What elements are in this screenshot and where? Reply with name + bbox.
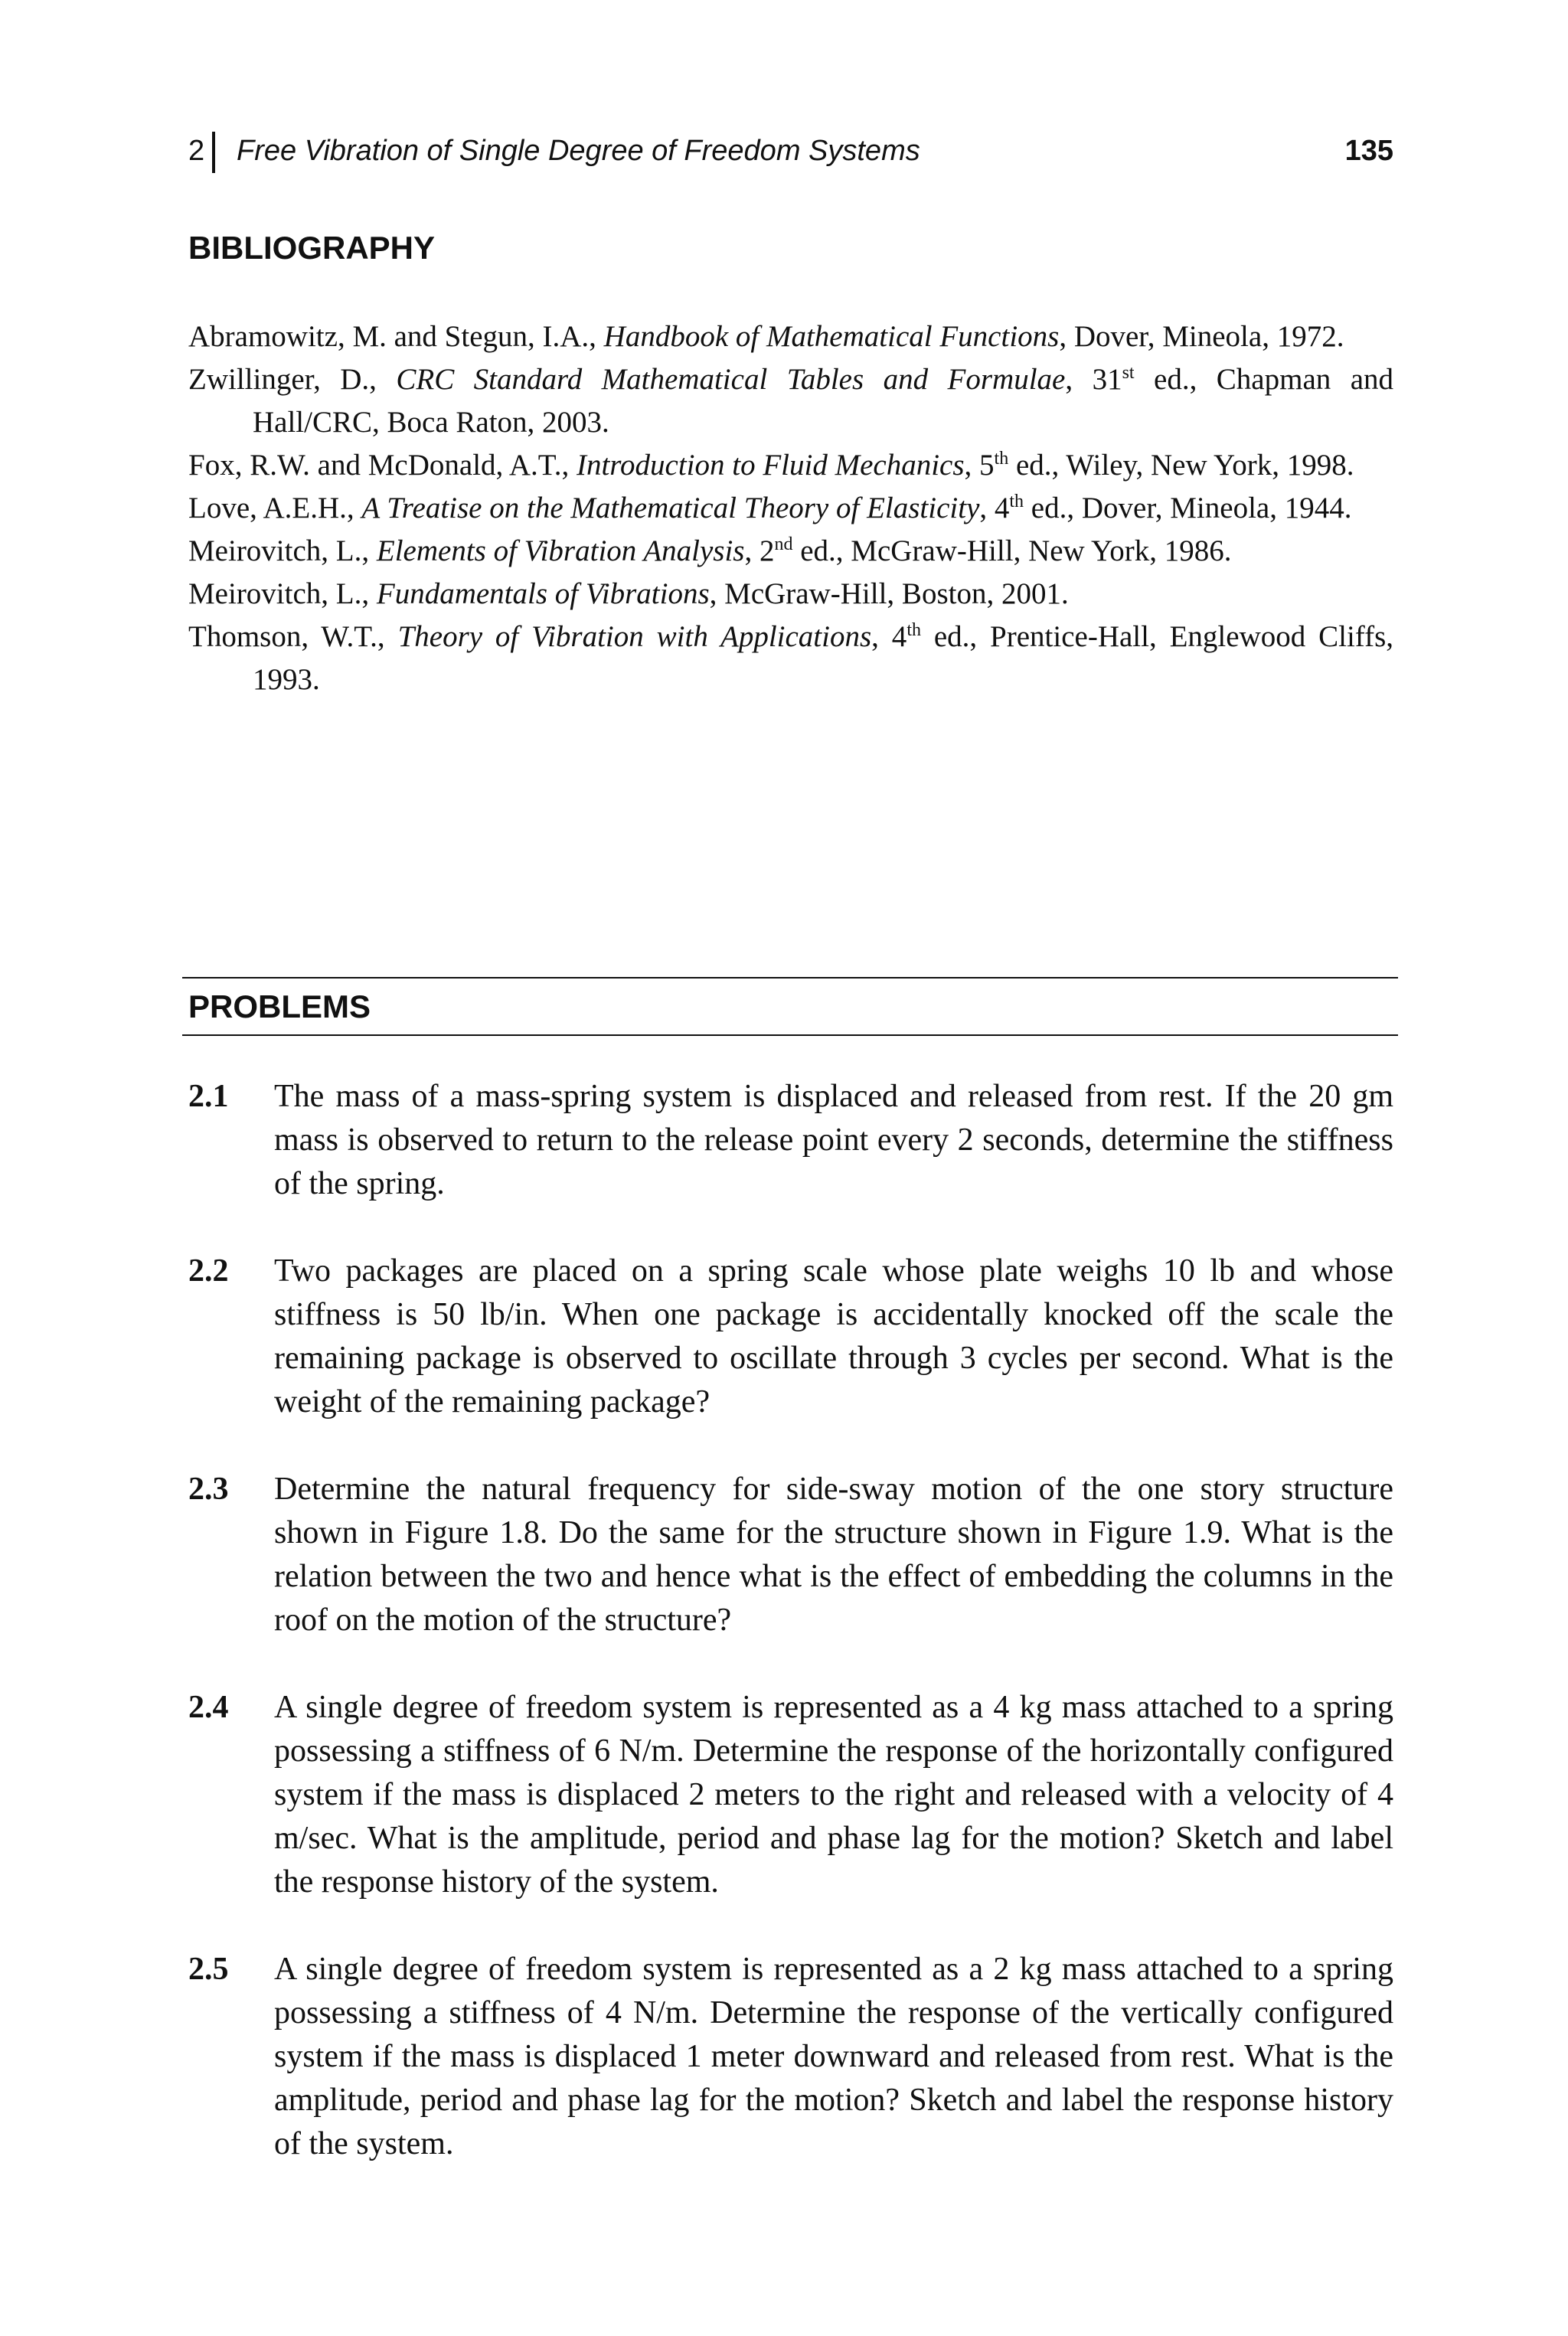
- problems-heading-rule: [182, 977, 1398, 1036]
- entry-edition-suffix: th: [994, 449, 1009, 469]
- entry-title: Elements of Vibration Analysis: [376, 534, 745, 567]
- entry-publisher: ed., McGraw-Hill, New York, 1986.: [792, 534, 1232, 567]
- entry-title: CRC Standard Mathematical Tables and Formulae: [396, 363, 1066, 396]
- bibliography-entry: [188, 530, 1393, 573]
- problem-text: Determine the natural frequency for side-sway motion of the one story structure shown in Figure 1.8. Do the same for the structure shown in Figure 1.9. What is the relation between the two and hence what is the effect of embedding the columns in the roof on the motion of the structure?: [274, 1472, 1393, 1638]
- entry-publisher: ed., Prentice-Hall, Englewood Cliffs, 1993.: [253, 620, 1393, 696]
- problems-list: [188, 1075, 1393, 2210]
- page-number: 135: [1344, 135, 1393, 167]
- entry-authors: Meirovitch, L.,: [188, 534, 377, 567]
- entry-authors: Fox, R.W. and McDonald, A.T.,: [188, 449, 577, 482]
- bibliography-entry: [188, 573, 1393, 616]
- entry-title: Fundamentals of Vibrations: [376, 577, 710, 610]
- bibliography-entry: [188, 616, 1393, 701]
- entry-edition-suffix: th: [906, 620, 921, 640]
- problem-number: 2.1: [188, 1079, 229, 1114]
- entry-publisher: ed., Dover, Mineola, 1944.: [1024, 492, 1352, 524]
- bibliography-entry: [188, 315, 1393, 358]
- problem-number: 2.5: [188, 1952, 229, 1987]
- chapter-number: 2: [188, 135, 205, 167]
- problem-text: A single degree of freedom system is represented as a 2 kg mass attached to a spring possessing a stiffness of 4 N/m. Determine the response of the vertically configured system if the mass is displaced 1 meter downward and released from rest. What is the amplitude, period and phase lag for the motion? Sketch and label the response history of the system.: [274, 1952, 1393, 2161]
- problem-item: [188, 1468, 1393, 1642]
- entry-edition: , 4: [979, 492, 1010, 524]
- problem-item: [188, 1250, 1393, 1424]
- problem-number: 2.3: [188, 1472, 229, 1507]
- problem-number: 2.2: [188, 1253, 229, 1289]
- entry-edition: , 5: [964, 449, 995, 482]
- problem-item: [188, 1686, 1393, 1904]
- bibliography-entry: [188, 358, 1393, 444]
- problem-text: A single degree of freedom system is represented as a 4 kg mass attached to a spring possessing a stiffness of 6 N/m. Determine the response of the horizontally configured system if the mass is displaced 2 meters to the right and released with a velocity of 4 m/sec. What is the amplitude, period and phase lag for the motion? Sketch and label the response history of the system.: [274, 1690, 1393, 1900]
- entry-publisher: , McGraw-Hill, Boston, 2001.: [709, 577, 1069, 610]
- problem-item: [188, 1075, 1393, 1206]
- bibliography-entry: [188, 444, 1393, 487]
- entry-authors: Love, A.E.H.,: [188, 492, 362, 524]
- entry-authors: Abramowitz, M. and Stegun, I.A.,: [188, 320, 604, 353]
- bibliography-list: [188, 315, 1393, 701]
- problem-number: 2.4: [188, 1690, 229, 1725]
- problems-heading: PROBLEMS: [188, 988, 371, 1024]
- chapter-title: Free Vibration of Single Degree of Freedom Systems: [237, 135, 920, 167]
- entry-edition-suffix: th: [1009, 492, 1024, 511]
- entry-title: Theory of Vibration with Applications: [397, 620, 872, 653]
- entry-edition-suffix: st: [1122, 363, 1135, 383]
- entry-authors: Meirovitch, L.,: [188, 577, 377, 610]
- entry-publisher: ed., Wiley, New York, 1998.: [1008, 449, 1354, 482]
- entry-publisher: ed., Chapman and Hall/CRC, Boca Raton, 2003.: [253, 363, 1394, 439]
- problem-text: The mass of a mass-spring system is displaced and released from rest. If the 20 gm mass is observed to return to the release point every 2 seconds, determine the stiffness of the spring.: [274, 1079, 1393, 1201]
- entry-title: Introduction to Fluid Mechanics: [576, 449, 965, 482]
- entry-authors: Thomson, W.T.,: [188, 620, 398, 653]
- bibliography-heading: BIBLIOGRAPHY: [188, 230, 436, 266]
- bibliography-entry: [188, 487, 1393, 530]
- running-header: [188, 132, 1393, 178]
- entry-publisher: , Dover, Mineola, 1972.: [1059, 320, 1344, 353]
- problem-item: [188, 1948, 1393, 2166]
- entry-title: Handbook of Mathematical Functions: [603, 320, 1060, 353]
- problem-text: Two packages are placed on a spring scale whose plate weighs 10 lb and whose stiffness is 50 lb/in. When one package is accidentally knocked off the scale the remaining package is observed to oscillate through 3 cycles per second. What is the weight of the remaining package?: [274, 1253, 1393, 1420]
- entry-edition: , 4: [871, 620, 907, 653]
- header-divider: [212, 132, 215, 173]
- entry-edition: , 31: [1065, 363, 1122, 396]
- entry-edition-suffix: nd: [774, 534, 793, 554]
- entry-title: A Treatise on the Mathematical Theory of Elasticity: [361, 492, 980, 524]
- entry-edition: , 2: [744, 534, 775, 567]
- entry-authors: Zwillinger, D.,: [188, 363, 397, 396]
